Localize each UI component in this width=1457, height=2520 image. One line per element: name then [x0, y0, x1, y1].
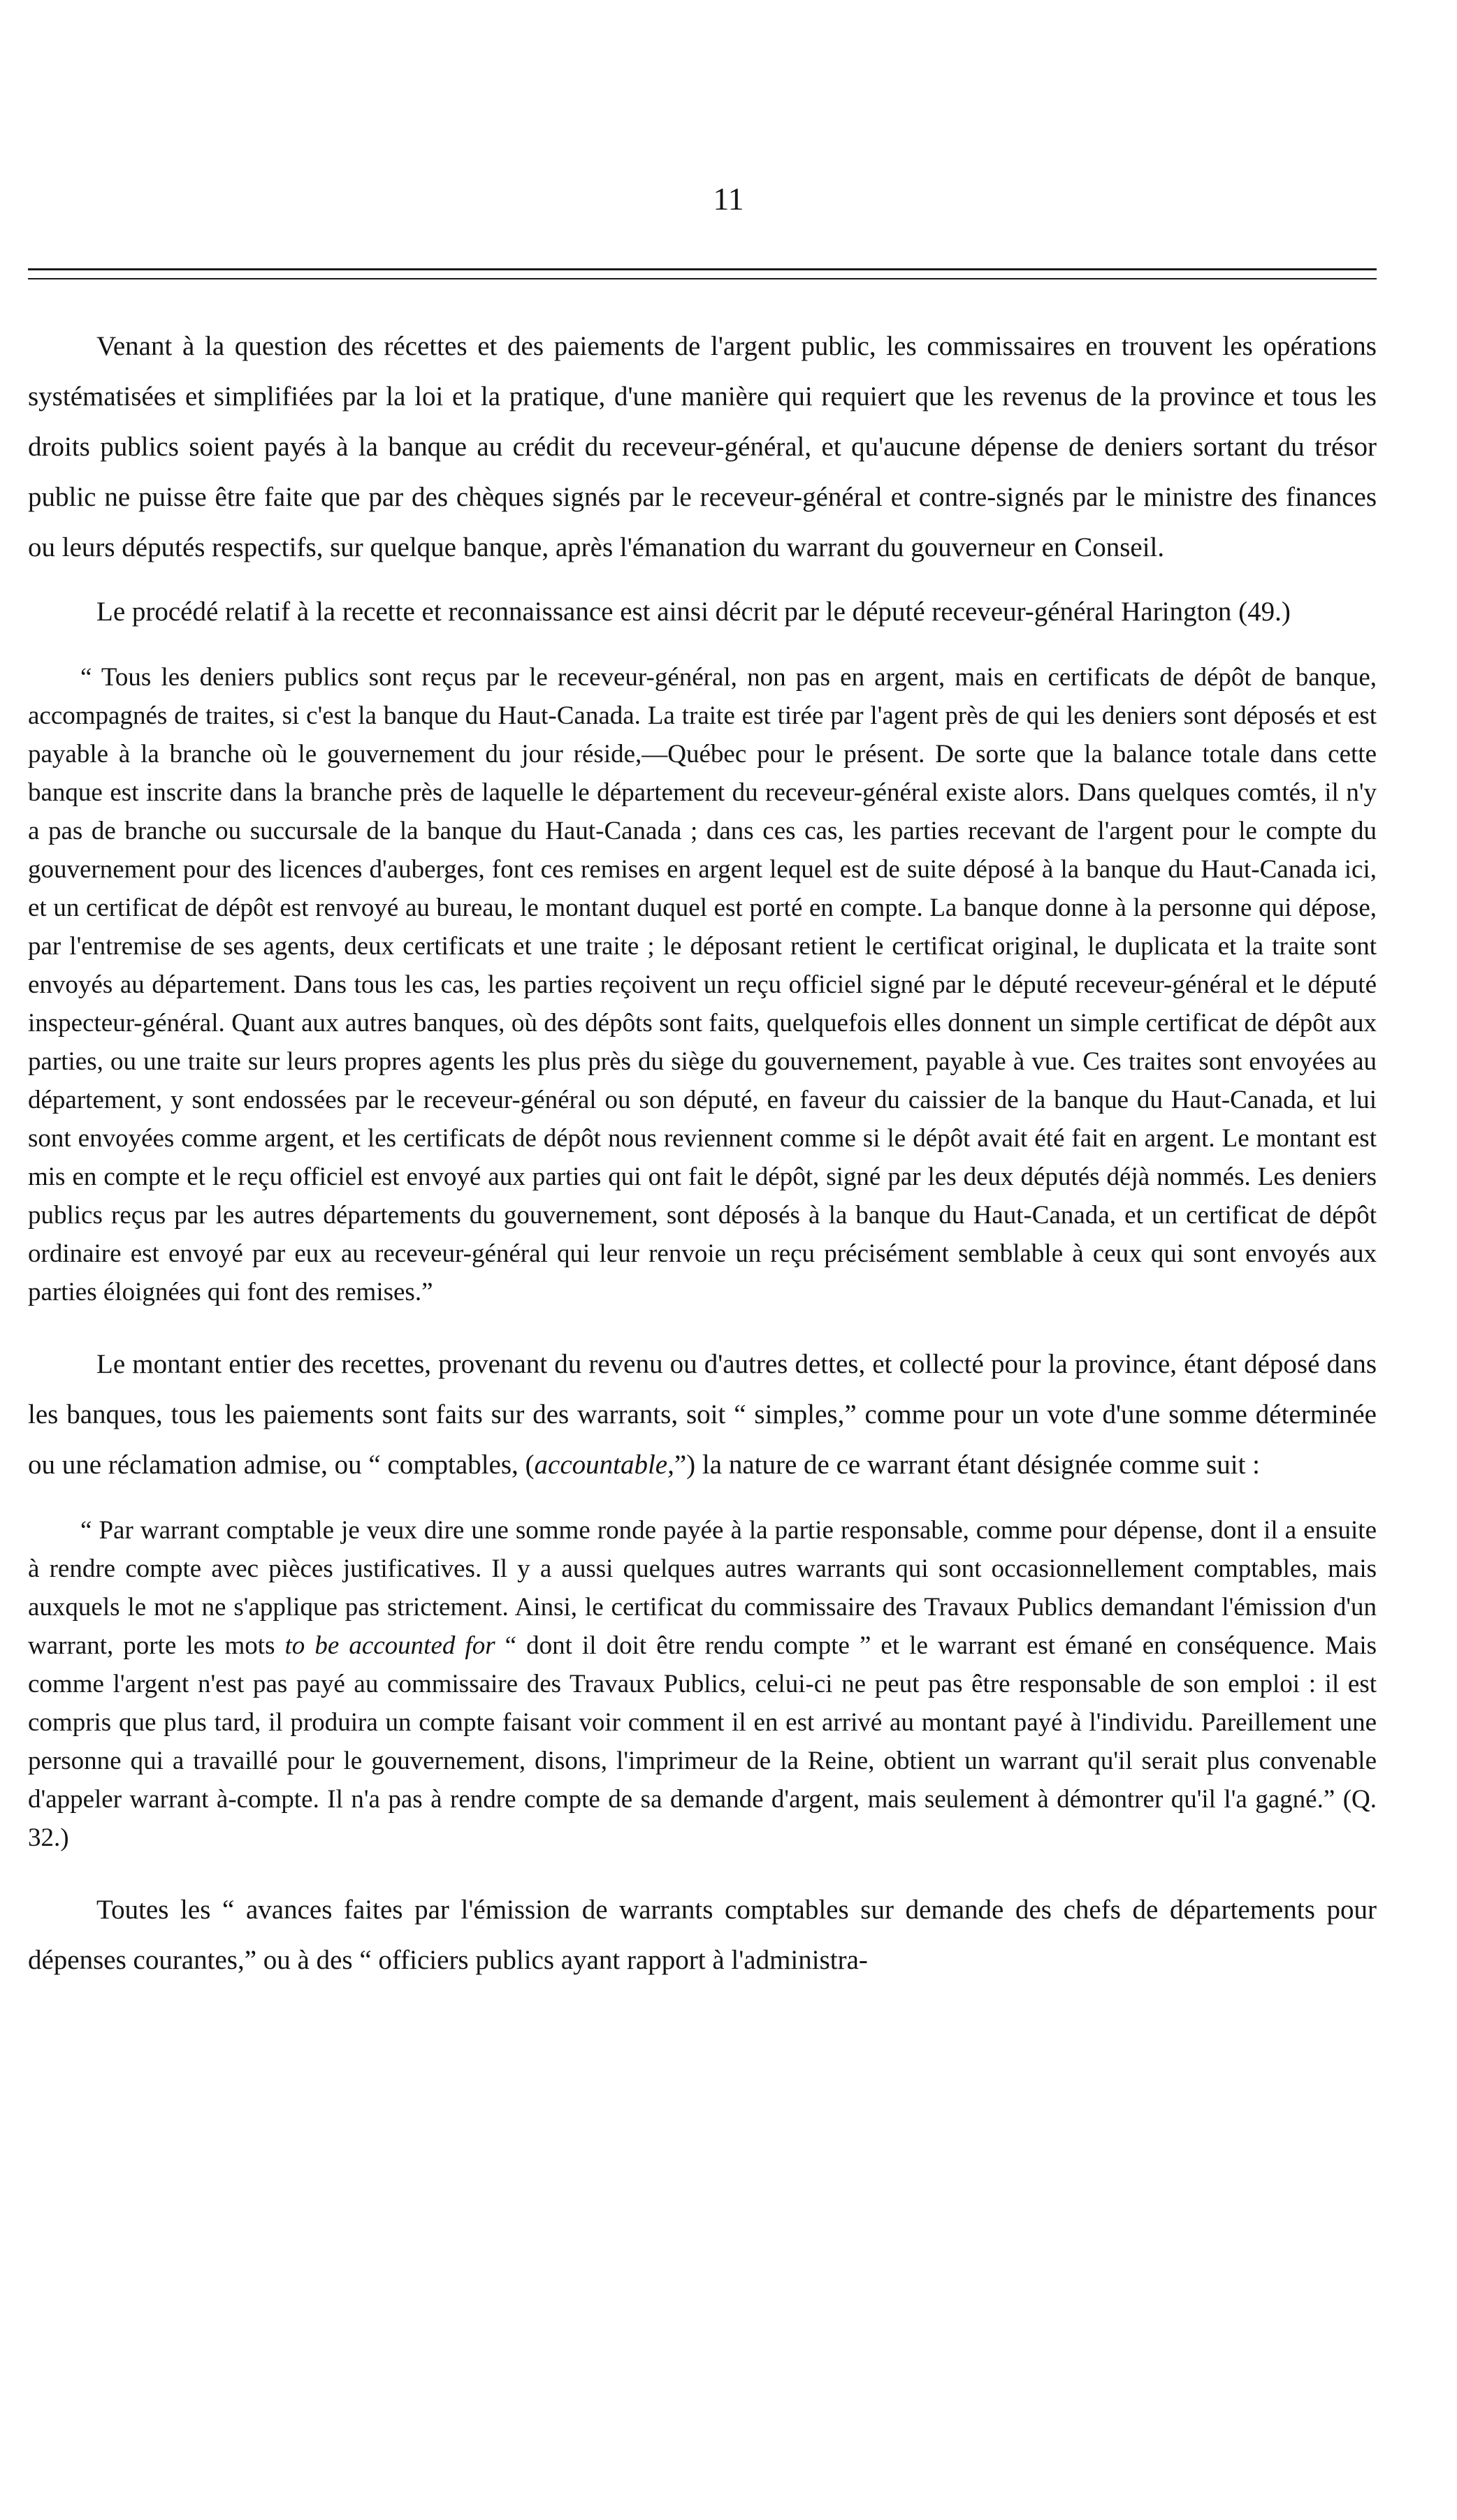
page-number: 11 — [713, 181, 744, 217]
quote-warrant-italic: to be accounted for — [284, 1631, 495, 1660]
paragraph-warrants-italic: accountable, — [534, 1450, 674, 1480]
paragraph-warrants-text-2: ”) la nature de ce warrant étant désignée comme suit : — [674, 1450, 1260, 1480]
quote-harington-deposits: “ Tous les deniers publics sont reçus par le receveur-général, non pas en argent, mais en certificats de dépôt de banque, accompagnés de traites, si c'est la banque du Haut-Canada. La traite est tirée par l'agent près de qui les deniers sont déposés et est payable à la branche où le gouvernement du jour réside,—Québec pour le présent. De sorte que la balance totale dans cette banque est inscrite dans la branche près de laquelle le département du receveur-général existe alors. Dans quelques comtés, il n'y a pas de branche ou succursale de la banque du Haut-Canada ; dans ces cas, les parties recevant de l'argent pour le compte du gouvernement pour des licences d'auberges, font ces remises en argent lequel est de suite déposé à la banque du Haut-Canada ici, et un certificat de dépôt est renvoyé au bureau, le montant duquel est porté en compte. La banque donne à la personne qui dépose, par l'entremise de ses agents, deux certificats et une traite ; le déposant retient le certificat original, le duplicata et la traite sont envoyés au département. Dans tous les cas, les parties reçoivent un reçu officiel signé par le député receveur-général et le député inspecteur-général. Quant aux autres banques, où des dépôts sont faits, quelquefois elles donnent un simple certificat de dépôt aux parties, ou une traite sur leurs propres agents les plus près du siège du gouvernement, payable à vue. Ces traites sont envoyées au département, y sont endossées par le receveur-général ou son député, en faveur du caissier de la banque du Haut-Canada, et lui sont envoyées comme argent, et les certificats de dépôt nous reviennent comme si le dépôt avait été fait en argent. Le montant est mis en compte et le reçu officiel est envoyé aux parties qui ont fait le dépôt, signé par les deux députés déjà nommés. Les deniers publics reçus par les autres départements du gouvernement, sont déposés à la banque du Haut-Canada, et un certificat de dépôt ordinaire est envoyé par eux au receveur-général qui leur renvoie un reçu précisément semblable à ceux qui sont envoyés aux parties éloignées qui font des remises.” — [28, 663, 1377, 1306]
paragraph-harington-intro: Le procédé relatif à la recette et reconnaissance est ainsi décrit par le député receveur-général Harington (49.) — [96, 597, 1291, 627]
paragraph-advances: Toutes les “ avances faites par l'émission de warrants comptables sur demande des chefs de départements pour dépenses courantes,” ou à des “ officiers publics ayant rapport à l'administra- — [28, 1895, 1377, 1975]
header-rule-bottom — [28, 278, 1377, 279]
quote-accountable-warrant — [28, 1511, 1377, 1857]
paragraph-warrants — [28, 1339, 1377, 1490]
header-rule-top — [28, 268, 1377, 270]
quote-warrant-text-1: “ Par warrant comptable je veux dire une somme ronde payée à la partie responsable, comme pour dépense, dont il a ensuite à rendre compte avec pièces justificatives. Il y a aussi quelques autres warrants qui sont occasionnellement comptables, mais auxquels le mot ne s'applique pas strictement. Ainsi, le certificat du commissaire des Travaux Publics demandant l'émission d'un warrant, porte les mots — [28, 1516, 1377, 1660]
paragraph-warrants-text-1: Le montant entier des recettes, provenant du revenu ou d'autres dettes, et collecté pour la province, étant déposé dans les banques, tous les paiements sont faits sur des warrants, soit “ simples,” comme pour un vote d'une somme déterminée ou une réclamation admise, ou “ comptables, ( — [28, 1349, 1377, 1480]
paragraph-receipts-payments: Venant à la question des récettes et des paiements de l'argent public, les commissaires en trouvent les opérations systématisées et simplifiées par la loi et la pratique, d'une manière qui requiert que les revenus de la province et tous les droits publics soient payés à la banque au crédit du receveur-général, et qu'aucune dépense de deniers sortant du trésor public ne puisse être faite que par des chèques signés par le receveur-général et contre-signés par le ministre des finances ou leurs députés respectifs, sur quelque banque, après l'émanation du warrant du gouverneur en Conseil. — [28, 331, 1377, 562]
page-content — [28, 321, 1377, 2000]
quote-warrant-text-2: “ dont il doit être rendu compte ” et le warrant est émané en conséquence. Mais comme l'argent n'est pas payé au commissaire des Travaux Publics, celui-ci ne peut pas être responsable de son emploi : il est compris que plus tard, il produira un compte faisant voir comment il en est arrivé au montant payé à l'individu. Pareillement une personne qui a travaillé pour le gouvernement, disons, l'imprimeur de la Reine, obtient un warrant qu'il serait plus convenable d'appeler warrant à-compte. Il n'a pas à rendre compte de sa demande d'argent, mais seulement à démontrer qu'il l'a gagné.” (Q. 32.) — [28, 1631, 1377, 1852]
